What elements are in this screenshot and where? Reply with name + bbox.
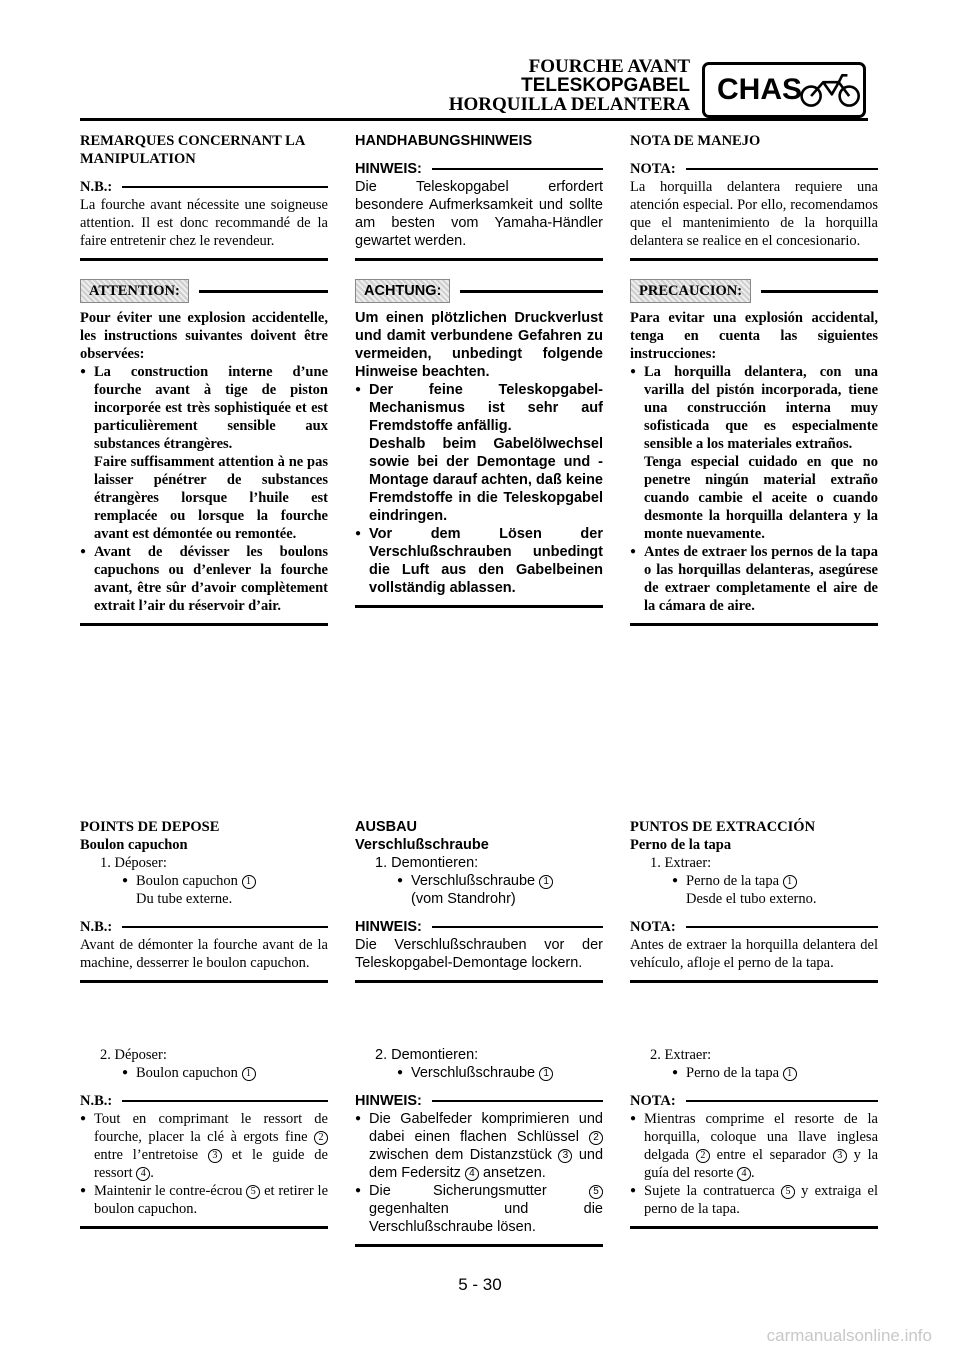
warning-intro: Pour éviter une explosion accidentelle, les instructions suivantes doivent être observées:: [80, 310, 328, 362]
motorcycle-icon: [799, 67, 863, 113]
warning-end-rule: [80, 623, 328, 626]
section-subtitle: Verschlußschraube: [355, 837, 489, 853]
note-header: NOTA:: [630, 918, 878, 936]
warning-bullet: ● Avant de dévisser les boulons capuchons ou d’enlever la fourche avant, être sûr d’avoir complètement extrait l’air du réservoir d’air.: [80, 544, 328, 614]
note-bullet: ● Die Sicherungsmutter 5 gegenhalten und die Verschlußschraube lösen.: [355, 1183, 603, 1235]
step: 2. Extraer:: [650, 1047, 712, 1063]
note-end-rule: [80, 1226, 328, 1229]
warning-bullet: ● Antes de extraer los pernos de la tapa o las horquillas delanteras, asegúrese de extraer completamente el aire de la cámara de aire.: [630, 544, 878, 614]
step-item: ● Verschlußschraube 1: [355, 1064, 603, 1082]
section-title: POINTS DE DEPOSE: [80, 819, 220, 835]
note-header: N.B.:: [80, 178, 328, 196]
page-number: 5 - 30: [458, 1275, 502, 1294]
warning-bullet: ● Vor dem Lösen der Verschlußschrauben unbedingt die Luft aus den Gabelbeinen vollständig ablassen.: [355, 526, 603, 596]
section-title: PUNTOS DE EXTRACCIÓN: [630, 819, 816, 835]
section-subtitle: Boulon capuchon: [80, 837, 188, 853]
step: 2. Demontieren:: [375, 1047, 479, 1063]
section-handling-fr: [80, 132, 328, 626]
section-handling-es: [630, 132, 878, 626]
section-title: REMARQUES CONCERNANT LA MANIPULATION: [80, 133, 305, 167]
header-title-es: HORQUILLA DELANTERA: [448, 94, 690, 115]
section-removal-es: [630, 818, 878, 983]
note-text: La fourche avant nécessite une soigneuse attention. Il est donc recommandé de la faire entretenir chez le revendeur.: [80, 197, 328, 249]
section-step2-fr: [80, 1046, 328, 1229]
note-header: HINWEIS:: [355, 1092, 603, 1110]
note-text: Die Verschlußschrauben vor der Teleskopgabel-Demontage lockern.: [355, 937, 603, 971]
note-end-rule: [80, 980, 328, 983]
header-title-de: TELESKOPGABEL: [521, 75, 690, 96]
note-text: Antes de extraer la horquilla delantera del vehículo, afloje el perno de la tapa.: [630, 937, 878, 971]
warning-header: PRECAUCION:: [630, 279, 878, 303]
section-handling-de: [355, 132, 603, 608]
note-bullet: ● Mientras comprime el resorte de la horquilla, coloque una llave inglesa delgada 2 entre el separador 3 y la guía del resorte 4 .: [630, 1111, 879, 1181]
step: 1. Déposer:: [100, 855, 167, 871]
note-bullet: ● Tout en comprimant le ressort de fourche, placer la clé à ergots fine 2 entre l’entretoise 3 et le guide de ressort 4 .: [80, 1111, 328, 1181]
section-removal-fr: [80, 818, 328, 983]
step: 2. Déposer:: [100, 1047, 167, 1063]
note-header: HINWEIS:: [355, 160, 603, 178]
warning-intro: Para evitar una explosión accidental, tenga en cuenta las siguientes instrucciones:: [630, 310, 878, 362]
warning-end-rule: [355, 605, 603, 608]
chas-label: CHAS: [717, 73, 803, 106]
note-end-rule: [630, 980, 878, 983]
warning-intro: Um einen plötzlichen Druckverlust und damit verbundene Gefahren zu vermeiden, unbedingt folgende Hinweise beachten.: [355, 310, 603, 380]
note-header: HINWEIS:: [355, 918, 603, 936]
note-end-rule: [630, 258, 878, 261]
section-title: HANDHABUNGSHINWEIS: [355, 133, 533, 149]
note-text: Die Teleskopgabel erfordert besondere Aufmerksamkeit und sollte am besten vom Yamaha-Händler gewartet werden.: [355, 179, 603, 249]
step-item: ● Boulon capuchon 1 Du tube externe.: [80, 872, 328, 908]
warning-end-rule: [630, 623, 878, 626]
note-bullet: ● Maintenir le contre-écrou 5 et retirer le boulon capuchon.: [80, 1183, 329, 1217]
note-bullet: ● Sujete la contratuerca 5 y extraiga el perno de la tapa.: [630, 1183, 878, 1217]
section-title: NOTA DE MANEJO: [630, 133, 761, 149]
step-item: ● Boulon capuchon 1: [80, 1064, 328, 1082]
note-header: N.B.:: [80, 918, 328, 936]
warning-header: ATTENTION:: [80, 279, 328, 303]
note-end-rule: [630, 1226, 878, 1229]
note-bullet: ● Die Gabelfeder komprimieren und dabei einen flachen Schlüssel 2 zwischen dem Distanzstück 3 und dem Federsitz 4 ansetzen.: [355, 1111, 604, 1181]
note-end-rule: [355, 258, 603, 261]
watermark: carmanualsonline.info: [766, 1326, 932, 1345]
step: 1. Demontieren:: [375, 855, 479, 871]
warning-bullet: ● Der feine Teleskopgabel-Mechanismus ist sehr auf Fremdstoffe anfällig. Deshalb beim Gabelölwechsel sowie bei der Demontage und -Montage darauf achten, daß keine Fremdstoffe in die Teleskopgabel eindringen.: [355, 382, 603, 524]
note-header: N.B.:: [80, 1092, 328, 1110]
step: 1. Extraer:: [650, 855, 712, 871]
note-end-rule: [355, 980, 603, 983]
note-end-rule: [80, 258, 328, 261]
warning-bullet: ● La horquilla delantera, con una varilla del pistón incorporada, tiene una construcción interna muy sofisticada que es especialmente sensible a los materiales extraños. Tenga especial cuidado en que no penetre ningún material extraño cuando cambie el aceite o cuando desmonte la horquilla delantera y la monte nuevamente.: [630, 364, 878, 542]
note-header: NOTA:: [630, 160, 878, 178]
step-item: ● Verschlußschraube 1 (vom Standrohr): [355, 872, 603, 908]
section-subtitle: Perno de la tapa: [630, 837, 732, 853]
note-header: NOTA:: [630, 1092, 878, 1110]
note-end-rule: [355, 1244, 603, 1247]
chas-badge: [702, 62, 866, 118]
header-title-fr: FOURCHE AVANT: [528, 56, 690, 77]
step-item: ● Perno de la tapa 1: [630, 1064, 878, 1082]
warning-bullet: ● La construction interne d’une fourche avant à tige de piston incorporée est très sophistiquée et est particulièrement sensible aux substances étrangères. Faire suffisamment attention à ne pas laisser pénétrer de substances étrangères lorsque l’huile est remplacée ou lorsque la fourche avant est démontée ou remontée.: [80, 364, 328, 542]
note-text: La horquilla delantera requiere una atención especial. Por ello, recomendamos que el mantenimiento de la horquilla delantera se realice en el concesionario.: [630, 179, 878, 249]
step-item: ● Perno de la tapa 1 Desde el tubo externo.: [672, 873, 817, 907]
section-title: AUSBAU: [355, 819, 418, 835]
warning-header: ACHTUNG:: [355, 279, 603, 303]
note-text: Avant de démonter la fourche avant de la machine, desserrer le boulon capuchon.: [80, 937, 328, 971]
section-removal-de: [355, 818, 603, 983]
header-rule: [80, 118, 868, 121]
section-step2-es: [630, 1046, 878, 1229]
section-step2-de: [355, 1046, 603, 1247]
